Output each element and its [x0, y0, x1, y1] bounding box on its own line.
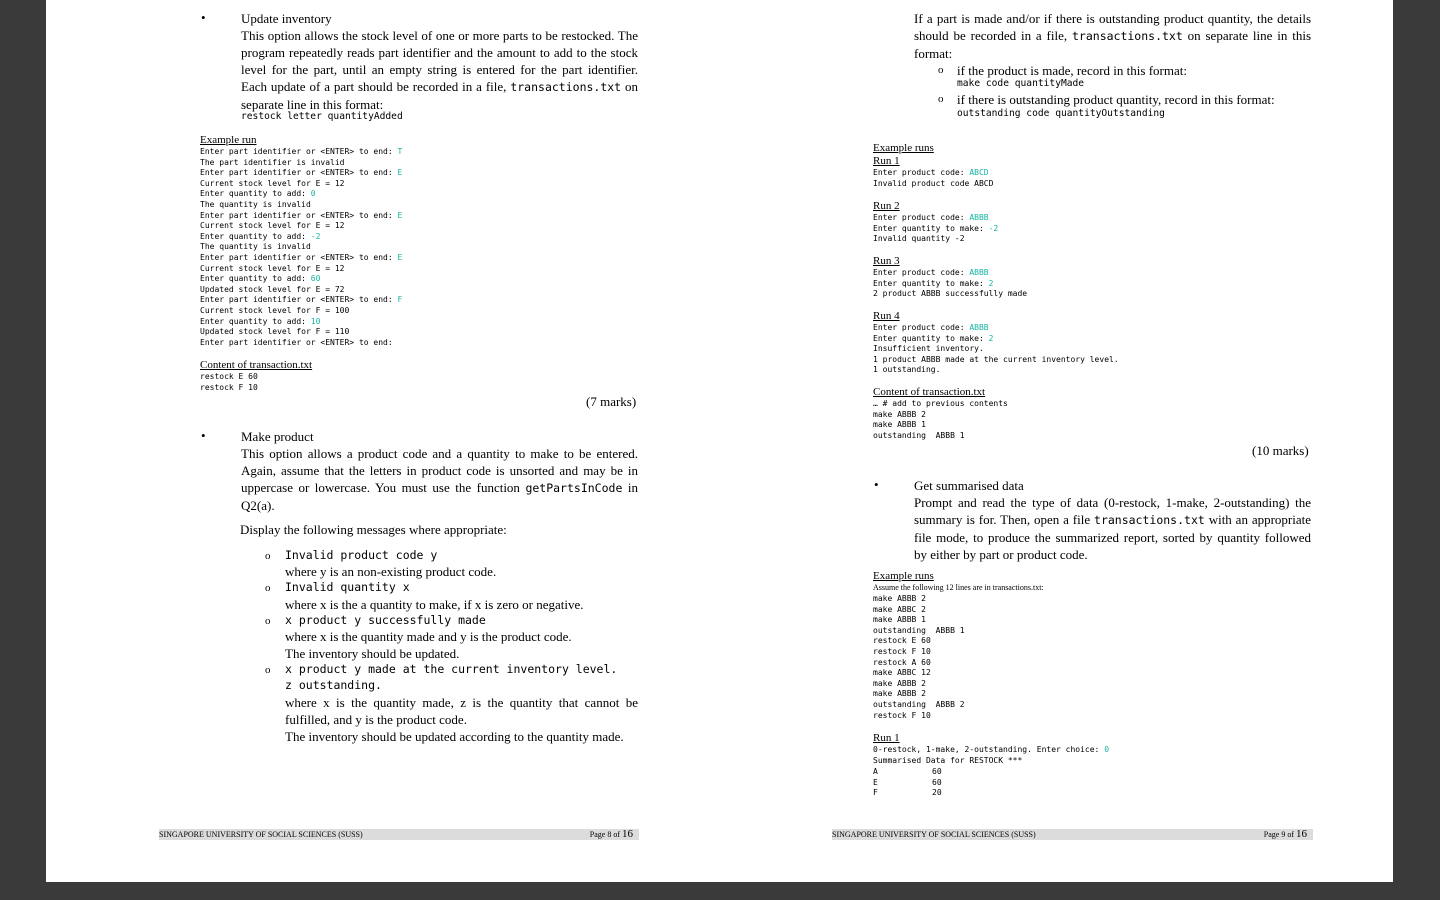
sub-bullet: o: [265, 615, 271, 627]
summary-run1-label: Run 1: [873, 732, 900, 744]
summary-run1-header: Summarised Data for RESTOCK ***: [873, 756, 1023, 765]
msg-successfully-made-desc2: The inventory should be updated.: [285, 646, 460, 661]
console-line: The quantity is invalid: [200, 199, 311, 209]
user-input: ABBB: [969, 323, 989, 332]
record-intro-b: on separate line in this format:: [914, 28, 1312, 61]
console-line: The quantity is invalid: [200, 242, 311, 252]
sub-bullet: o: [938, 93, 944, 105]
msg-successfully-made: x product y successfully made: [285, 613, 486, 627]
content-transaction-heading: Content of transaction.txt: [873, 386, 986, 398]
msg-made-at-inventory-desc: where x is the quantity made, z is the quantity that cannot be fulfilled, and y is the product code.: [285, 695, 638, 727]
console-line: Enter product code: ABCD: [873, 168, 989, 177]
run3-label: Run 3: [873, 255, 900, 267]
console-line: Updated stock level for F = 110: [200, 327, 350, 337]
console-line: Insufficient inventory.: [873, 344, 984, 354]
sub-bullet: o: [265, 664, 271, 676]
msg-made-at-inventory-level: x product y made at the current inventory level.: [285, 662, 618, 676]
made-format: make code quantityMade: [957, 78, 1085, 89]
console-line: Current stock level for E = 12: [200, 263, 345, 273]
user-input: E: [397, 252, 403, 262]
make-para: This option allows a product code and a quantity to make to be entered. Again, assume that the letters in product code is unsorted and may be in uppercase or lowercase. You must use the function: [241, 446, 638, 495]
example-runs-heading: Example runs: [873, 142, 934, 154]
update-para: This option allows the stock level of one or more parts to be restocked. The program repeatedly reads part identifier and the amount to add to the stock level for the part, until an empty string is entered for the part identifier. Each update of a part should be recorded in a file,: [241, 28, 638, 94]
sub-bullet: o: [938, 64, 944, 76]
console-line: Invalid quantity -2: [873, 234, 965, 244]
console-line: Current stock level for E = 12: [200, 221, 345, 231]
summary-key: F: [873, 788, 878, 798]
summary-row: [873, 788, 942, 799]
console-line: Enter product code: ABBB: [873, 323, 989, 332]
update-para-end: on separate line in this format:: [241, 79, 639, 112]
run2-console: [873, 213, 998, 245]
run3-console: [873, 268, 1027, 300]
summarised-data-description: [914, 494, 1311, 563]
console-line: Enter part identifier or <ENTER> to end: E: [200, 168, 403, 178]
example-run-console: [200, 147, 402, 348]
user-input: ABBB: [969, 213, 989, 222]
user-input: E: [397, 168, 403, 178]
user-input: 10: [310, 316, 321, 326]
function-name: getPartsInCode: [525, 481, 623, 495]
user-input: -2: [310, 231, 321, 241]
summary-transaction-lines: make ABBB 2 make ABBC 2 make ABBB 1 outstanding ABBB 1 restock E 60 restock F 10 restock A 60 make ABBC 12 make ABBB 2 make ABBB 2 outstanding ABBB 2 restock F 10: [873, 594, 965, 720]
console-line: Current stock level for E = 12: [200, 178, 345, 188]
summarised-data-title: Get summarised data: [914, 478, 1024, 493]
bullet: •: [201, 428, 206, 443]
make-product-description: [241, 445, 638, 514]
document-viewer[interactable]: [46, 0, 1393, 882]
console-line: Enter quantity to add: 0: [200, 189, 316, 199]
bullet: •: [874, 477, 879, 492]
user-input: ABCD: [969, 168, 989, 177]
user-input: -2: [988, 223, 999, 233]
user-input: T: [397, 147, 403, 156]
msg-invalid-quantity: Invalid quantity x: [285, 580, 410, 594]
user-input: ABBB: [969, 268, 989, 277]
bullet: •: [201, 10, 206, 25]
console-line: Current stock level for F = 100: [200, 305, 350, 315]
msg-invalid-product-desc: where y is an non-existing product code.: [285, 564, 497, 579]
transactions-file-name: transactions.txt: [1094, 513, 1205, 527]
outstanding-format-label: if there is outstanding product quantity, record in this format:: [957, 92, 1275, 107]
console-line: Updated stock level for E = 72: [200, 284, 345, 294]
page-footer: [832, 829, 1313, 840]
made-format-label: if the product is made, record in this format:: [957, 63, 1187, 78]
summary-run1-prompt: 0-restock, 1-make, 2-outstanding. Enter choice: 0: [873, 745, 1110, 754]
user-input: F: [397, 295, 403, 305]
summary-value: 60: [932, 767, 942, 776]
user-input: 2: [988, 278, 994, 288]
outstanding-format: outstanding code quantityOutstanding: [957, 108, 1165, 119]
transactions-file-name: transactions.txt: [1072, 29, 1183, 43]
marks-10: (10 marks): [1252, 443, 1309, 458]
run1-label: Run 1: [873, 155, 900, 167]
example-run-heading: Example run: [200, 134, 257, 146]
console-line: Enter part identifier or <ENTER> to end: E: [200, 210, 403, 220]
console-line: Enter part identifier or <ENTER> to end: F: [200, 295, 403, 305]
console-line: Enter product code: ABBB: [873, 213, 989, 222]
sub-bullet: o: [265, 550, 271, 562]
console-line: Invalid product code ABCD: [873, 178, 994, 188]
msg-made-at-inventory-desc2: The inventory should be updated according to the quantity made.: [285, 729, 624, 744]
console-line: The part identifier is invalid: [200, 157, 345, 167]
run2-label: Run 2: [873, 200, 900, 212]
summary-assume-note: Assume the following 12 lines are in transactions.txt:: [873, 583, 1044, 592]
user-input: E: [397, 210, 403, 220]
restock-format: restock letter quantityAdded: [241, 111, 403, 122]
transactions-file-name: transactions.txt: [510, 80, 622, 94]
user-input: 60: [310, 274, 321, 284]
footer-page-number: Page 8 of 16: [589, 828, 633, 840]
console-line: 2 product ABBB successfully made: [873, 289, 1028, 299]
summary-row: [873, 767, 942, 778]
msg-outstanding: z outstanding.: [285, 678, 382, 692]
summary-para-b: with an appropriate file mode, to produce the summarized report, sorted by quantity followed by either by part or product code.: [914, 512, 1312, 562]
run4-label: Run 4: [873, 310, 900, 322]
content-transaction-lines: restock E 60 restock F 10: [200, 372, 258, 392]
content-transaction-lines: … # add to previous contents make ABBB 2 make ABBB 1 outstanding ABBB 1: [873, 399, 1008, 440]
summary-result-table: [873, 767, 942, 799]
record-intro: [914, 10, 1311, 62]
footer-university: SINGAPORE UNIVERSITY OF SOCIAL SCIENCES (SUSS): [832, 830, 1036, 839]
console-line: Enter quantity to make: 2: [873, 333, 994, 343]
msg-invalid-product-code: Invalid product code y: [285, 548, 438, 562]
console-line: Enter product code: ABBB: [873, 268, 989, 277]
console-line: Enter quantity to make: -2: [873, 223, 999, 233]
summary-row: [873, 777, 942, 789]
console-line: 1 product ABBB made at the current inventory level.: [873, 354, 1119, 364]
summary-key: E: [873, 777, 878, 787]
summary-value: 20: [932, 788, 942, 798]
console-line: Enter part identifier or <ENTER> to end:: [200, 337, 393, 347]
make-para-end: in Q2(a).: [241, 480, 638, 513]
msg-successfully-made-desc: where x is the quantity made and y is the product code.: [285, 629, 572, 644]
summary-key: A: [873, 767, 878, 776]
console-line: 1 outstanding.: [873, 365, 941, 375]
sub-bullet: o: [265, 582, 271, 594]
console-line: Enter part identifier or <ENTER> to end: T: [200, 147, 403, 156]
user-input: 2: [988, 333, 994, 343]
console-line: Enter quantity to add: 10: [200, 316, 321, 326]
console-line: Enter quantity to add: 60: [200, 274, 321, 284]
msg-invalid-quantity-desc: where x is the a quantity to make, if x is zero or negative.: [285, 597, 584, 612]
run4-console: [873, 323, 1119, 376]
user-input: 0: [310, 189, 316, 199]
console-line: Enter quantity to make: 2: [873, 278, 994, 288]
update-inventory-description: [241, 27, 638, 113]
page-footer: [159, 829, 639, 840]
summary-value: 60: [932, 777, 942, 787]
summary-para-a: Prompt and read the type of data (0-restock, 1-make, 2-outstanding) the summary is for. Then, open a file: [914, 495, 1311, 527]
record-intro-a: If a part is made and/or if there is outstanding product quantity, the details should be recorded in a file,: [914, 11, 1311, 43]
footer-page-number: Page 9 of 16: [1263, 828, 1307, 840]
summary-example-heading: Example runs: [873, 570, 934, 582]
footer-university: SINGAPORE UNIVERSITY OF SOCIAL SCIENCES (SUSS): [159, 830, 363, 839]
run1-console: [873, 168, 993, 189]
console-line: Enter part identifier or <ENTER> to end: E: [200, 252, 403, 262]
console-line: Enter quantity to add: -2: [200, 231, 321, 241]
display-messages-intro: Display the following messages where appropriate:: [240, 522, 507, 537]
update-inventory-title: Update inventory: [241, 11, 332, 26]
make-product-title: Make product: [241, 429, 314, 444]
content-transaction-heading: Content of transaction.txt: [200, 359, 313, 371]
marks-7: (7 marks): [586, 394, 637, 409]
